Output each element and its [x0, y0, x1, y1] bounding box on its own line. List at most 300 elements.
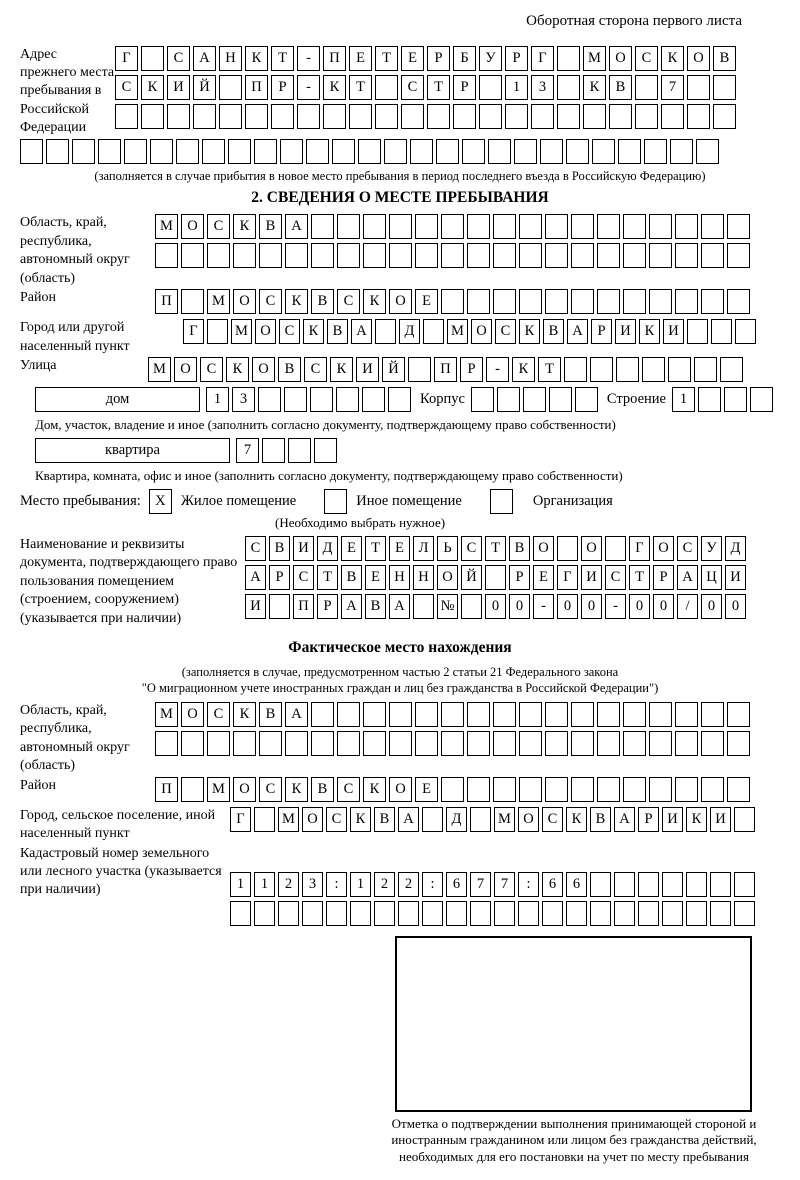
- char-box[interactable]: У: [701, 536, 722, 561]
- char-box[interactable]: [202, 139, 225, 164]
- char-box[interactable]: В: [341, 565, 362, 590]
- char-box[interactable]: [523, 387, 546, 412]
- char-box[interactable]: Р: [591, 319, 612, 344]
- char-box[interactable]: [519, 289, 542, 314]
- char-box[interactable]: А: [677, 565, 698, 590]
- char-box[interactable]: С: [461, 536, 482, 561]
- char-box[interactable]: В: [365, 594, 386, 619]
- char-box[interactable]: [557, 75, 580, 100]
- char-box[interactable]: [675, 289, 698, 314]
- char-box[interactable]: :: [326, 872, 347, 897]
- char-box[interactable]: Д: [317, 536, 338, 561]
- char-box[interactable]: [493, 243, 516, 268]
- char-box[interactable]: [467, 214, 490, 239]
- char-box[interactable]: [649, 731, 672, 756]
- char-box[interactable]: [337, 731, 360, 756]
- char-box[interactable]: [461, 594, 482, 619]
- char-box[interactable]: [230, 901, 251, 926]
- char-box[interactable]: О: [181, 702, 204, 727]
- char-box[interactable]: [441, 214, 464, 239]
- char-box[interactable]: О: [437, 565, 458, 590]
- char-box[interactable]: [415, 702, 438, 727]
- char-box[interactable]: [571, 702, 594, 727]
- char-box[interactable]: И: [725, 565, 746, 590]
- char-box[interactable]: Р: [509, 565, 530, 590]
- char-box[interactable]: Й: [461, 565, 482, 590]
- char-box[interactable]: [701, 731, 724, 756]
- char-box[interactable]: И: [356, 357, 379, 382]
- char-box[interactable]: [193, 104, 216, 129]
- char-row[interactable]: [245, 536, 749, 561]
- char-box[interactable]: [311, 702, 334, 727]
- char-box[interactable]: [701, 289, 724, 314]
- char-box[interactable]: [446, 901, 467, 926]
- char-box[interactable]: [583, 104, 606, 129]
- char-box[interactable]: С: [635, 46, 658, 71]
- char-box[interactable]: [436, 139, 459, 164]
- char-box[interactable]: [545, 243, 568, 268]
- char-box[interactable]: [687, 319, 708, 344]
- char-box[interactable]: В: [590, 807, 611, 832]
- char-box[interactable]: А: [614, 807, 635, 832]
- char-box[interactable]: [505, 104, 528, 129]
- char-box[interactable]: 2: [278, 872, 299, 897]
- char-box[interactable]: В: [374, 807, 395, 832]
- char-box[interactable]: М: [583, 46, 606, 71]
- char-box[interactable]: [155, 243, 178, 268]
- char-box[interactable]: [545, 731, 568, 756]
- char-box[interactable]: [687, 75, 710, 100]
- char-box[interactable]: [493, 777, 516, 802]
- char-row[interactable]: [236, 438, 340, 463]
- char-box[interactable]: 6: [566, 872, 587, 897]
- char-box[interactable]: О: [233, 289, 256, 314]
- char-box[interactable]: Т: [629, 565, 650, 590]
- char-box[interactable]: О: [609, 46, 632, 71]
- char-box[interactable]: К: [303, 319, 324, 344]
- char-box[interactable]: [479, 75, 502, 100]
- char-box[interactable]: [597, 731, 620, 756]
- char-box[interactable]: [258, 387, 281, 412]
- char-box[interactable]: [228, 139, 251, 164]
- char-box[interactable]: [649, 289, 672, 314]
- char-box[interactable]: [566, 901, 587, 926]
- char-box[interactable]: [701, 777, 724, 802]
- char-box[interactable]: Е: [415, 777, 438, 802]
- char-box[interactable]: [363, 731, 386, 756]
- char-box[interactable]: [618, 139, 641, 164]
- char-box[interactable]: О: [533, 536, 554, 561]
- char-box[interactable]: Г: [230, 807, 251, 832]
- char-box[interactable]: Н: [389, 565, 410, 590]
- char-row[interactable]: [155, 702, 753, 727]
- char-box[interactable]: [384, 139, 407, 164]
- char-box[interactable]: [259, 731, 282, 756]
- char-box[interactable]: [545, 702, 568, 727]
- char-box[interactable]: Т: [317, 565, 338, 590]
- char-box[interactable]: 0: [581, 594, 602, 619]
- char-box[interactable]: К: [519, 319, 540, 344]
- char-box[interactable]: С: [200, 357, 223, 382]
- char-box[interactable]: К: [323, 75, 346, 100]
- char-box[interactable]: [571, 731, 594, 756]
- char-box[interactable]: 1: [350, 872, 371, 897]
- char-box[interactable]: [358, 139, 381, 164]
- char-box[interactable]: [269, 594, 290, 619]
- char-box[interactable]: [479, 104, 502, 129]
- char-box[interactable]: [635, 104, 658, 129]
- char-box[interactable]: [285, 243, 308, 268]
- char-box[interactable]: [363, 243, 386, 268]
- char-box[interactable]: 3: [302, 872, 323, 897]
- char-box[interactable]: [410, 139, 433, 164]
- char-box[interactable]: [557, 46, 580, 71]
- char-box[interactable]: [441, 243, 464, 268]
- char-box[interactable]: [375, 75, 398, 100]
- char-box[interactable]: [675, 214, 698, 239]
- char-box[interactable]: [701, 214, 724, 239]
- char-box[interactable]: [141, 104, 164, 129]
- char-box[interactable]: А: [285, 702, 308, 727]
- char-box[interactable]: Е: [415, 289, 438, 314]
- char-box[interactable]: Т: [485, 536, 506, 561]
- char-box[interactable]: [727, 289, 750, 314]
- char-box[interactable]: [98, 139, 121, 164]
- char-box[interactable]: [262, 438, 285, 463]
- char-box[interactable]: О: [174, 357, 197, 382]
- char-box[interactable]: [467, 243, 490, 268]
- char-box[interactable]: [727, 702, 750, 727]
- char-box[interactable]: №: [437, 594, 458, 619]
- char-box[interactable]: [337, 214, 360, 239]
- char-box[interactable]: [590, 901, 611, 926]
- char-box[interactable]: [155, 731, 178, 756]
- char-box[interactable]: [441, 702, 464, 727]
- checkbox-zhiloe[interactable]: X: [149, 489, 172, 514]
- char-box[interactable]: Г: [557, 565, 578, 590]
- char-box[interactable]: 7: [494, 872, 515, 897]
- char-row[interactable]: [115, 104, 739, 129]
- char-box[interactable]: В: [543, 319, 564, 344]
- char-box[interactable]: [423, 319, 444, 344]
- char-box[interactable]: Г: [531, 46, 554, 71]
- char-box[interactable]: Р: [317, 594, 338, 619]
- char-box[interactable]: [701, 702, 724, 727]
- char-box[interactable]: И: [710, 807, 731, 832]
- char-box[interactable]: [181, 731, 204, 756]
- char-box[interactable]: [219, 104, 242, 129]
- char-box[interactable]: И: [167, 75, 190, 100]
- char-box[interactable]: 3: [531, 75, 554, 100]
- char-box[interactable]: [724, 387, 747, 412]
- char-box[interactable]: [72, 139, 95, 164]
- char-box[interactable]: К: [233, 702, 256, 727]
- char-row[interactable]: [155, 214, 753, 239]
- char-box[interactable]: Т: [538, 357, 561, 382]
- char-box[interactable]: [311, 214, 334, 239]
- char-box[interactable]: [20, 139, 43, 164]
- char-box[interactable]: Р: [271, 75, 294, 100]
- char-box[interactable]: [614, 872, 635, 897]
- char-box[interactable]: В: [259, 702, 282, 727]
- char-box[interactable]: Д: [725, 536, 746, 561]
- char-box[interactable]: [245, 104, 268, 129]
- char-box[interactable]: [614, 901, 635, 926]
- char-box[interactable]: [605, 536, 626, 561]
- char-box[interactable]: [616, 357, 639, 382]
- char-box[interactable]: [675, 243, 698, 268]
- char-box[interactable]: П: [155, 777, 178, 802]
- char-box[interactable]: [686, 872, 707, 897]
- char-box[interactable]: [415, 243, 438, 268]
- char-box[interactable]: [470, 901, 491, 926]
- char-box[interactable]: 0: [629, 594, 650, 619]
- char-box[interactable]: М: [155, 702, 178, 727]
- char-box[interactable]: [422, 807, 443, 832]
- char-box[interactable]: [642, 357, 665, 382]
- char-box[interactable]: Т: [271, 46, 294, 71]
- char-box[interactable]: [531, 104, 554, 129]
- char-box[interactable]: 2: [398, 872, 419, 897]
- char-box[interactable]: [592, 139, 615, 164]
- char-box[interactable]: [363, 702, 386, 727]
- char-box[interactable]: [462, 139, 485, 164]
- char-box[interactable]: У: [479, 46, 502, 71]
- char-box[interactable]: [297, 104, 320, 129]
- char-box[interactable]: [350, 901, 371, 926]
- char-box[interactable]: [497, 387, 520, 412]
- char-box[interactable]: О: [181, 214, 204, 239]
- char-box[interactable]: И: [662, 807, 683, 832]
- char-box[interactable]: [545, 289, 568, 314]
- char-box[interactable]: [649, 702, 672, 727]
- char-box[interactable]: [694, 357, 717, 382]
- char-box[interactable]: Д: [399, 319, 420, 344]
- char-box[interactable]: М: [447, 319, 468, 344]
- char-box[interactable]: 0: [725, 594, 746, 619]
- char-row[interactable]: [155, 243, 753, 268]
- char-box[interactable]: [727, 777, 750, 802]
- char-box[interactable]: Т: [365, 536, 386, 561]
- char-box[interactable]: [349, 104, 372, 129]
- char-box[interactable]: 7: [236, 438, 259, 463]
- char-box[interactable]: [389, 702, 412, 727]
- char-box[interactable]: М: [155, 214, 178, 239]
- char-box[interactable]: В: [311, 289, 334, 314]
- char-box[interactable]: [181, 777, 204, 802]
- char-box[interactable]: [471, 387, 494, 412]
- char-box[interactable]: [713, 75, 736, 100]
- char-box[interactable]: О: [233, 777, 256, 802]
- char-box[interactable]: 1: [206, 387, 229, 412]
- char-box[interactable]: [597, 289, 620, 314]
- char-box[interactable]: Р: [638, 807, 659, 832]
- char-box[interactable]: [181, 243, 204, 268]
- checkbox-organizaciya[interactable]: [490, 489, 513, 514]
- char-box[interactable]: [389, 243, 412, 268]
- char-box[interactable]: Ь: [437, 536, 458, 561]
- char-box[interactable]: Р: [653, 565, 674, 590]
- char-box[interactable]: С: [245, 536, 266, 561]
- char-box[interactable]: Н: [219, 46, 242, 71]
- char-box[interactable]: [219, 75, 242, 100]
- char-box[interactable]: С: [304, 357, 327, 382]
- char-box[interactable]: [549, 387, 572, 412]
- char-box[interactable]: Т: [427, 75, 450, 100]
- char-box[interactable]: С: [167, 46, 190, 71]
- char-box[interactable]: [750, 387, 773, 412]
- char-box[interactable]: [415, 731, 438, 756]
- char-box[interactable]: Г: [115, 46, 138, 71]
- char-box[interactable]: [389, 731, 412, 756]
- char-box[interactable]: [710, 901, 731, 926]
- char-box[interactable]: В: [311, 777, 334, 802]
- char-box[interactable]: О: [389, 289, 412, 314]
- char-box[interactable]: [467, 289, 490, 314]
- char-box[interactable]: П: [245, 75, 268, 100]
- char-box[interactable]: [590, 357, 613, 382]
- char-box[interactable]: 6: [446, 872, 467, 897]
- char-box[interactable]: [662, 872, 683, 897]
- char-box[interactable]: К: [226, 357, 249, 382]
- char-row[interactable]: [148, 357, 746, 382]
- char-box[interactable]: С: [207, 702, 230, 727]
- char-box[interactable]: [259, 243, 282, 268]
- char-box[interactable]: [408, 357, 431, 382]
- char-box[interactable]: М: [207, 289, 230, 314]
- char-box[interactable]: [470, 807, 491, 832]
- char-box[interactable]: С: [293, 565, 314, 590]
- char-box[interactable]: А: [285, 214, 308, 239]
- char-box[interactable]: С: [677, 536, 698, 561]
- char-box[interactable]: [375, 319, 396, 344]
- char-box[interactable]: К: [583, 75, 606, 100]
- char-box[interactable]: Р: [427, 46, 450, 71]
- char-box[interactable]: [623, 777, 646, 802]
- char-box[interactable]: [176, 139, 199, 164]
- char-box[interactable]: [668, 357, 691, 382]
- char-box[interactable]: [284, 387, 307, 412]
- char-box[interactable]: [638, 901, 659, 926]
- char-box[interactable]: [167, 104, 190, 129]
- char-box[interactable]: [337, 243, 360, 268]
- char-box[interactable]: В: [713, 46, 736, 71]
- char-box[interactable]: [467, 731, 490, 756]
- char-box[interactable]: 6: [542, 872, 563, 897]
- char-box[interactable]: [644, 139, 667, 164]
- char-box[interactable]: [575, 387, 598, 412]
- char-box[interactable]: М: [278, 807, 299, 832]
- char-box[interactable]: [675, 702, 698, 727]
- char-box[interactable]: К: [566, 807, 587, 832]
- char-box[interactable]: Е: [401, 46, 424, 71]
- char-box[interactable]: Д: [446, 807, 467, 832]
- char-box[interactable]: М: [494, 807, 515, 832]
- char-box[interactable]: Р: [460, 357, 483, 382]
- char-box[interactable]: И: [663, 319, 684, 344]
- char-box[interactable]: О: [389, 777, 412, 802]
- char-box[interactable]: [670, 139, 693, 164]
- char-row[interactable]: [245, 594, 749, 619]
- char-box[interactable]: [727, 243, 750, 268]
- char-box[interactable]: [710, 872, 731, 897]
- char-row[interactable]: [155, 731, 753, 756]
- char-box[interactable]: [388, 387, 411, 412]
- char-box[interactable]: [363, 214, 386, 239]
- char-box[interactable]: [467, 702, 490, 727]
- char-box[interactable]: П: [434, 357, 457, 382]
- char-box[interactable]: [493, 731, 516, 756]
- char-box[interactable]: С: [605, 565, 626, 590]
- char-box[interactable]: 1: [505, 75, 528, 100]
- char-box[interactable]: [701, 243, 724, 268]
- char-box[interactable]: Й: [193, 75, 216, 100]
- char-box[interactable]: О: [581, 536, 602, 561]
- char-box[interactable]: П: [323, 46, 346, 71]
- char-box[interactable]: [519, 702, 542, 727]
- char-box[interactable]: 0: [653, 594, 674, 619]
- char-box[interactable]: Л: [413, 536, 434, 561]
- char-row[interactable]: [155, 289, 753, 314]
- char-box[interactable]: Р: [269, 565, 290, 590]
- char-box[interactable]: О: [687, 46, 710, 71]
- char-box[interactable]: [696, 139, 719, 164]
- char-box[interactable]: [46, 139, 69, 164]
- checkbox-inoe[interactable]: [324, 489, 347, 514]
- char-box[interactable]: [635, 75, 658, 100]
- char-box[interactable]: [311, 243, 334, 268]
- char-box[interactable]: [254, 901, 275, 926]
- char-box[interactable]: А: [389, 594, 410, 619]
- char-box[interactable]: 1: [672, 387, 695, 412]
- char-row[interactable]: [115, 75, 739, 100]
- char-box[interactable]: [441, 289, 464, 314]
- char-box[interactable]: [207, 731, 230, 756]
- char-box[interactable]: [401, 104, 424, 129]
- char-box[interactable]: О: [471, 319, 492, 344]
- char-box[interactable]: С: [337, 777, 360, 802]
- char-box[interactable]: О: [302, 807, 323, 832]
- char-box[interactable]: 0: [557, 594, 578, 619]
- char-box[interactable]: [590, 872, 611, 897]
- char-box[interactable]: [597, 702, 620, 727]
- char-box[interactable]: С: [401, 75, 424, 100]
- char-box[interactable]: [540, 139, 563, 164]
- char-box[interactable]: [362, 387, 385, 412]
- char-row[interactable]: [183, 319, 759, 344]
- char-box[interactable]: В: [609, 75, 632, 100]
- char-box[interactable]: [571, 289, 594, 314]
- char-box[interactable]: [254, 807, 275, 832]
- char-box[interactable]: О: [518, 807, 539, 832]
- char-box[interactable]: [336, 387, 359, 412]
- char-box[interactable]: В: [269, 536, 290, 561]
- char-box[interactable]: К: [661, 46, 684, 71]
- char-box[interactable]: [519, 731, 542, 756]
- char-box[interactable]: :: [422, 872, 443, 897]
- char-box[interactable]: С: [326, 807, 347, 832]
- char-box[interactable]: Г: [183, 319, 204, 344]
- char-box[interactable]: С: [259, 777, 282, 802]
- char-box[interactable]: [675, 731, 698, 756]
- char-box[interactable]: [389, 214, 412, 239]
- char-row[interactable]: [20, 139, 780, 164]
- char-box[interactable]: [518, 901, 539, 926]
- char-box[interactable]: [311, 731, 334, 756]
- char-box[interactable]: [278, 901, 299, 926]
- char-box[interactable]: [711, 319, 732, 344]
- char-box[interactable]: С: [337, 289, 360, 314]
